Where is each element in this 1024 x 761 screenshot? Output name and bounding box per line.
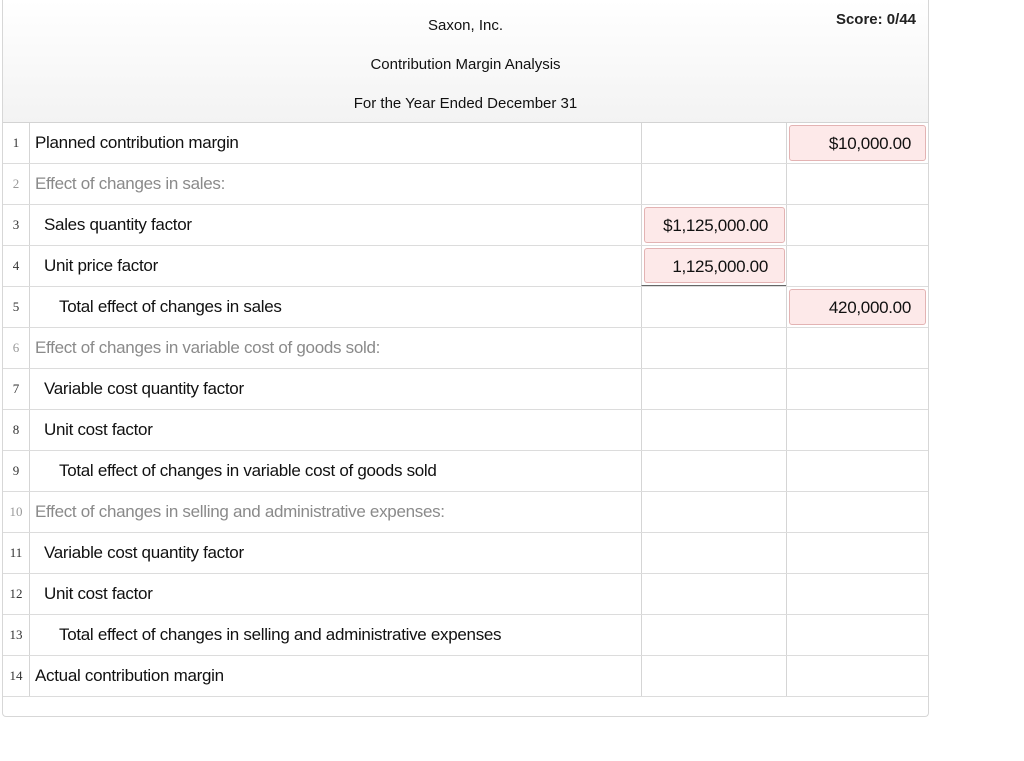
answer-input[interactable]: 1,125,000.00	[644, 248, 785, 283]
amount-cell-col2[interactable]	[786, 410, 928, 450]
row-label: Total effect of changes in sales	[59, 297, 282, 316]
table-row	[3, 451, 928, 492]
amount-cell-col2[interactable]	[786, 574, 928, 614]
row-label: Planned contribution margin	[35, 133, 239, 152]
answer-input[interactable]: 420,000.00	[789, 289, 926, 325]
amount-cell-col1[interactable]	[641, 205, 787, 245]
table-row	[3, 574, 928, 615]
section-heading: Effect of changes in selling and administrative expenses:	[35, 502, 445, 521]
row-number: 10	[3, 492, 30, 532]
row-label: Variable cost quantity factor	[44, 379, 244, 398]
table-row	[3, 205, 928, 246]
row-number: 2	[3, 164, 30, 204]
table-row	[3, 492, 928, 533]
row-number: 9	[3, 451, 30, 491]
section-heading: Effect of changes in variable cost of goods sold:	[35, 338, 381, 357]
section-heading: Effect of changes in sales:	[35, 174, 226, 193]
row-number: 14	[3, 656, 30, 696]
table-row	[3, 533, 928, 574]
row-label: Unit cost factor	[44, 420, 153, 439]
amount-cell-col2[interactable]	[786, 287, 928, 327]
amount-cell-col1[interactable]	[641, 451, 787, 491]
row-label: Unit cost factor	[44, 584, 153, 603]
table-row	[3, 328, 928, 369]
amount-cell-col2	[786, 328, 928, 368]
amount-cell-col2[interactable]	[786, 205, 928, 245]
amount-cell-col1	[641, 164, 787, 204]
company-name: Saxon, Inc.	[427, 17, 504, 34]
row-number: 7	[3, 369, 30, 409]
worksheet-grid	[3, 123, 928, 697]
amount-cell-col1[interactable]	[641, 656, 787, 696]
report-title: Contribution Margin Analysis	[370, 56, 561, 73]
row-label: Total effect of changes in variable cost of goods sold	[59, 461, 437, 480]
score-display: Score: 0/44	[835, 11, 916, 28]
row-label: Variable cost quantity factor	[44, 543, 244, 562]
table-row	[3, 123, 928, 164]
amount-cell-col1	[641, 328, 787, 368]
amount-cell-col1[interactable]	[641, 410, 787, 450]
amount-cell-col2[interactable]	[786, 369, 928, 409]
worksheet	[2, 0, 929, 717]
row-number: 13	[3, 615, 30, 655]
amount-cell-col1[interactable]	[641, 123, 787, 163]
answer-input[interactable]: $1,125,000.00	[644, 207, 785, 243]
amount-cell-col2	[786, 164, 928, 204]
amount-cell-col1[interactable]	[641, 615, 787, 655]
table-row	[3, 410, 928, 451]
amount-cell-col1[interactable]	[641, 533, 787, 573]
worksheet-header	[3, 0, 928, 123]
amount-cell-col2[interactable]	[786, 615, 928, 655]
table-row	[3, 656, 928, 697]
row-label: Unit price factor	[44, 256, 158, 275]
row-label: Sales quantity factor	[44, 215, 192, 234]
amount-cell-col1[interactable]	[641, 574, 787, 614]
row-number: 12	[3, 574, 30, 614]
table-row	[3, 369, 928, 410]
row-label: Actual contribution margin	[35, 666, 224, 685]
amount-cell-col2[interactable]	[786, 656, 928, 696]
report-period: For the Year Ended December 31	[353, 95, 578, 112]
row-number: 5	[3, 287, 30, 327]
amount-cell-col2[interactable]	[786, 246, 928, 286]
amount-cell-col2	[786, 492, 928, 532]
table-row	[3, 246, 928, 287]
amount-cell-col2[interactable]	[786, 533, 928, 573]
answer-input[interactable]: $10,000.00	[789, 125, 926, 161]
row-label: Total effect of changes in selling and administrative expenses	[59, 625, 502, 644]
amount-cell-col2[interactable]	[786, 123, 928, 163]
amount-cell-col1[interactable]	[641, 246, 787, 286]
table-row	[3, 615, 928, 656]
row-number: 6	[3, 328, 30, 368]
amount-cell-col1[interactable]	[641, 369, 787, 409]
amount-cell-col2[interactable]	[786, 451, 928, 491]
row-number: 11	[3, 533, 30, 573]
amount-cell-col1[interactable]	[641, 287, 787, 327]
row-number: 8	[3, 410, 30, 450]
row-number: 1	[3, 123, 30, 163]
row-number: 3	[3, 205, 30, 245]
table-row	[3, 164, 928, 205]
table-row	[3, 287, 928, 328]
amount-cell-col1	[641, 492, 787, 532]
row-number: 4	[3, 246, 30, 286]
